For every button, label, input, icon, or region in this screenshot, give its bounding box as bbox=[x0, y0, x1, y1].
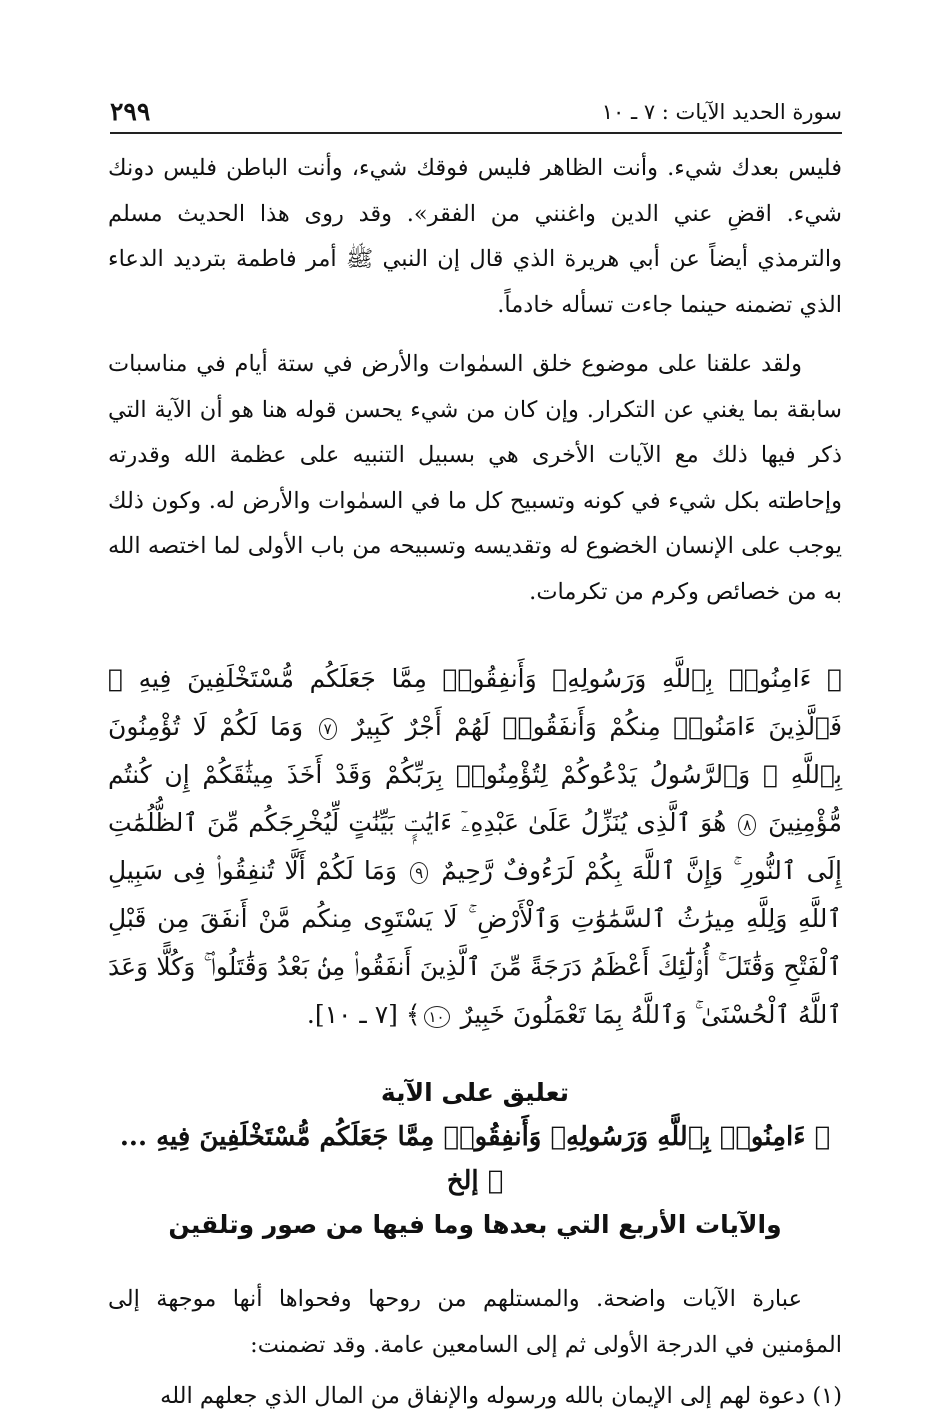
commentary-paragraph: عبارة الآيات واضحة. والمستلهم من روحها وفحواها أنها موجهة إلى المؤمنين في الدرجة الأولى ثم إلى السامعين عامة. وقد تضمنت: bbox=[108, 1286, 842, 1358]
quran-open-bracket: ﴿ bbox=[826, 664, 842, 693]
quran-passage bbox=[108, 655, 842, 1039]
heading-subtitle: والآيات الأربع التي بعدها وما فيها من صور وتلقين bbox=[168, 1210, 782, 1239]
verse-reference: [٧ ـ ١٠]. bbox=[306, 1000, 398, 1029]
heading-quote: ﴿ ءَامِنُوا۟ بِٱللَّهِ وَرَسُولِهِۦ وَأَنفِقُوا۟ مِمَّا جَعَلَكُم مُّسْتَخْلَفِينَ فِيهِ ... ﴾ إلخ bbox=[119, 1122, 831, 1196]
ayah-number-marker: ٩ bbox=[410, 862, 428, 884]
running-title: سورة الحديد الآيات : ٧ ـ ١٠ bbox=[601, 100, 842, 124]
ayah-number-marker: ١٠ bbox=[424, 1006, 450, 1028]
paragraph-creation: ولقد علقنا على موضوع خلق السمٰوات والأرض في ستة أيام في مناسبات سابقة بما يغني عن التكرار. وإن كان من شيء يحسن قوله هنا هو أن الآية التي ذكر فيها ذلك مع الآيات الأخرى هي بسبيل التنبيه على عظمة الله وقدرته وإحاطته بكل شيء في كونه وتسبيح كل ما في السمٰوات والأرض له. وكون ذلك يوجب على الإنسان الخضوع له وتقديسه وتسبيحه من باب الأولى لما اختصه الله به من خصائص وكرم من تكرمات. bbox=[108, 351, 842, 605]
ayah-10-text: وَمَا لَكُمْ أَلَّا تُنفِقُوا۟ فِى سَبِيلِ ٱللَّهِ وَلِلَّهِ مِيرَٰثُ ٱلسَّمَٰوَٰتِ وَٱلْأَرْضِ ۚ لَا يَسْتَوِى مِنكُم مَّنْ أَنفَقَ مِن قَبْلِ ٱلْفَتْحِ وَقَٰتَلَ ۚ أُو۟لَٰٓئِكَ أَعْظَمُ دَرَجَةً مِّنَ ٱلَّذِينَ أَنفَقُوا۟ مِنۢ بَعْدُ وَقَٰتَلُوا۟ ۚ وَكُلًّا وَعَدَ ٱللَّهُ ٱلْحُسْنَىٰ ۚ وَٱللَّهُ بِمَا تَعْمَلُونَ خَبِيرٌ bbox=[108, 856, 842, 1029]
ayah-7-text: ءَامِنُوا۟ بِٱللَّهِ وَرَسُولِهِۦ وَأَنفِقُوا۟ مِمَّا جَعَلَكُم مُّسْتَخْلَفِينَ فِيهِ ۖ فَٱلَّذِينَ ءَامَنُوا۟ مِنكُمْ وَأَنفَقُوا۟ لَهُمْ أَجْرٌ كَبِيرٌ bbox=[108, 664, 843, 741]
ayah-number-marker: ٧ bbox=[319, 718, 337, 740]
ayah-8-text: وَمَا لَكُمْ لَا تُؤْمِنُونَ بِٱللَّهِ ۙ وَٱلرَّسُولُ يَدْعُوكُمْ لِتُؤْمِنُوا۟ بِرَبِّكُمْ وَقَدْ أَخَذَ مِيثَٰقَكُمْ إِن كُنتُم مُّؤْمِنِينَ bbox=[108, 712, 842, 837]
heading-title: تعليق على الآية bbox=[380, 1078, 570, 1107]
ayah-number-marker: ٨ bbox=[738, 814, 756, 836]
page-number: ٢٩٩ bbox=[110, 97, 151, 126]
paragraph-hadith: فليس بعدك شيء. وأنت الظاهر فليس فوقك شيء، وأنت الباطن فليس دونك شيء. اقضِ عني الدين واغنني من الفقر». وقد روى هذا الحديث مسلم والترمذي أيضاً عن أبي هريرة الذي قال إن النبي ﷺ أمر فاطمة بترديد الدعاء الذي تضمنه حينما جاءت تسأله خادماً. bbox=[108, 155, 842, 318]
page-header bbox=[110, 86, 842, 134]
commentary-heading bbox=[108, 1071, 842, 1247]
ayah-9-text: هُوَ ٱلَّذِى يُنَزِّلُ عَلَىٰ عَبْدِهِۦٓ ءَايَٰتٍۭ بَيِّنَٰتٍ لِّيُخْرِجَكُم مِّنَ ٱلظُّلُمَٰتِ إِلَى ٱلنُّورِ ۚ وَإِنَّ ٱللَّهَ بِكُمْ لَرَءُوفٌ رَّحِيمٌ bbox=[108, 808, 842, 885]
quran-close-bracket: ﴾ bbox=[405, 1000, 421, 1029]
page-body bbox=[108, 146, 842, 1420]
commentary-item-1: (١) دعوة لهم إلى الإيمان بالله ورسوله والإنفاق من المال الذي جعلهم الله bbox=[160, 1383, 842, 1409]
